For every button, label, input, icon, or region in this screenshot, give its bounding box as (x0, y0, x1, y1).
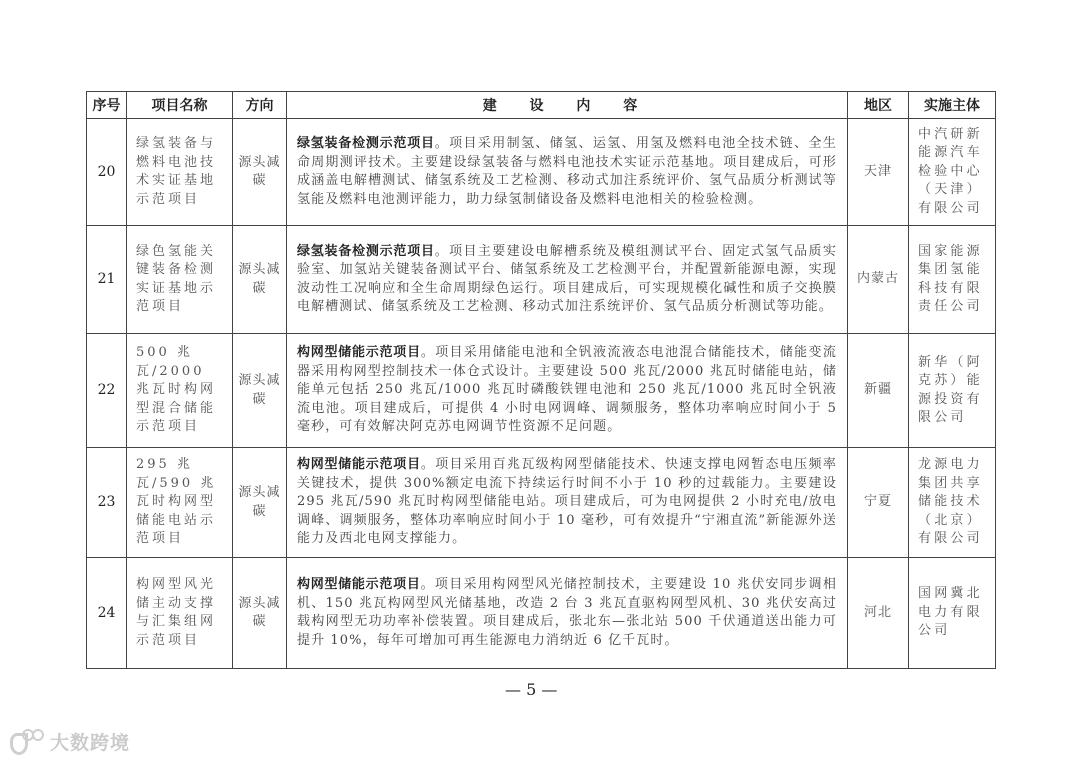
row-region: 河北 (848, 558, 909, 669)
row-content (287, 558, 848, 669)
table-row (87, 448, 996, 558)
row-direction: 源头减碳 (233, 226, 287, 334)
content-body: 。项目采用储能电池和全钒液流液态电池混合储能技术，储能变流器采用构网型控制技术一体仓式设计。主要建设 500 兆瓦/2000 兆瓦时储能电站，储能单元包括 250 兆瓦/1000 兆瓦时磷酸铁锂电池和 250 兆瓦/1000 兆瓦时全钒液流电池。项目建成后，可提供 4 小时电网调峰、调频服务，整体功率响应时间小于 5 毫秒，可有效解决阿克苏电网调节性资源不足问题。 (297, 345, 837, 435)
content-title: 构网型储能示范项目 (297, 577, 421, 592)
content-title: 绿氢装备检测示范项目 (297, 243, 435, 259)
header-org: 实施主体 (909, 92, 996, 119)
table-row (87, 334, 996, 448)
page-number: — 5 — (505, 680, 558, 699)
header-direction: 方向 (233, 92, 287, 119)
row-name: 构网型风光储主动支撑与汇集组网示范项目 (127, 558, 233, 669)
table-row (87, 119, 996, 226)
table-row (87, 558, 996, 669)
content-body: 。项目采用百兆瓦级构网型储能技术、快速支撑电网暂态电压频率关键技术，提供 300%额定电流下持续运行时间不小于 10 秒的过载能力。主要建设 295 兆瓦/590 兆瓦时构网型储能电站。项目建成后，可为电网提供 2 小时充电/放电调峰、调频服务，整体功率响应时间小于 10 毫秒，可有效提升“宁湘直流”新能源外送能力及西北电网支撑能力。 (297, 457, 837, 547)
content-title: 构网型储能示范项目 (297, 457, 421, 473)
content-title: 绿氢装备检测示范项目 (297, 136, 435, 151)
row-content (287, 226, 848, 334)
content-body: 。项目采用制氢、储氢、运氢、用氢及燃料电池全技术链、全生命周期测评技术。主要建设绿氢装备与燃料电池技术实证示范基地。项目建成后，可形成涵盖电解槽测试、储氢系统及工艺检测、移动式加注系统评价、氢气品质分析测试等氢能及燃料电池测评能力，助力绿氢制储设备及燃料电池相关的检验检测。 (297, 136, 837, 207)
row-name: 295 兆瓦/590 兆瓦时构网型储能电站示范项目 (127, 448, 233, 558)
row-content (287, 334, 848, 448)
watermark (10, 728, 130, 755)
row-seq: 23 (87, 448, 127, 558)
row-region: 宁夏 (848, 448, 909, 558)
k100-logo-icon (10, 729, 44, 755)
watermark-text: 大数跨境 (50, 732, 131, 754)
row-content (287, 119, 848, 226)
project-table (86, 91, 996, 669)
table-header-row (87, 92, 996, 119)
row-org: 新华（阿克苏）能源投资有限公司 (909, 334, 996, 448)
content-body: 。项目主要建设电解槽系统及模组测试平台、固定式氢气品质实验室、加氢站关键装备测试平台、储氢系统及工艺检测平台，并配置新能源电源，实现波动性工况响应和全生命周期绿色运行。项目建成后，可实现规模化碱性和质子交换膜电解槽测试、储氢系统及工艺检测、移动式加注系统评价、氢气品质分析测试等功能。 (297, 243, 837, 314)
row-seq: 22 (87, 334, 127, 448)
content-title: 构网型储能示范项目 (297, 345, 421, 361)
row-region: 内蒙古 (848, 226, 909, 334)
row-region: 天津 (848, 119, 909, 226)
content-body: 。项目采用构网型风光储控制技术，主要建设 10 兆伏安同步调相机、150 兆瓦构网型风光储基地，改造 2 台 3 兆瓦直驱构网型风机、30 兆伏安高过载构网型无功功率补偿装置。项目建成后，张北东—张北站 500 千伏通道送出能力可提升 10%，每年可增加可再生能源电力消纳近 6 亿千瓦时。 (297, 577, 837, 648)
row-org: 中汽研新能源汽车检验中心（天津）有限公司 (909, 119, 996, 226)
row-seq: 21 (87, 226, 127, 334)
row-org: 龙源电力集团共享储能技术（北京）有限公司 (909, 448, 996, 558)
row-direction: 源头减碳 (233, 448, 287, 558)
row-name: 500 兆瓦/2000 兆瓦时构网型混合储能示范项目 (127, 334, 233, 448)
header-seq: 序号 (87, 92, 127, 119)
header-region: 地区 (848, 92, 909, 119)
row-name: 绿色氢能关键装备检测实证基地示范项目 (127, 226, 233, 334)
row-content (287, 448, 848, 558)
row-direction: 源头减碳 (233, 119, 287, 226)
row-name: 绿氢装备与燃料电池技术实证基地示范项目 (127, 119, 233, 226)
row-direction: 源头减碳 (233, 558, 287, 669)
row-seq: 24 (87, 558, 127, 669)
header-content: 建 设 内 容 (287, 92, 848, 119)
row-region: 新疆 (848, 334, 909, 448)
row-seq: 20 (87, 119, 127, 226)
table-row (87, 226, 996, 334)
header-name: 项目名称 (127, 92, 233, 119)
row-org: 国家能源集团氢能科技有限责任公司 (909, 226, 996, 334)
row-org: 国网冀北电力有限公司 (909, 558, 996, 669)
row-direction: 源头减碳 (233, 334, 287, 448)
